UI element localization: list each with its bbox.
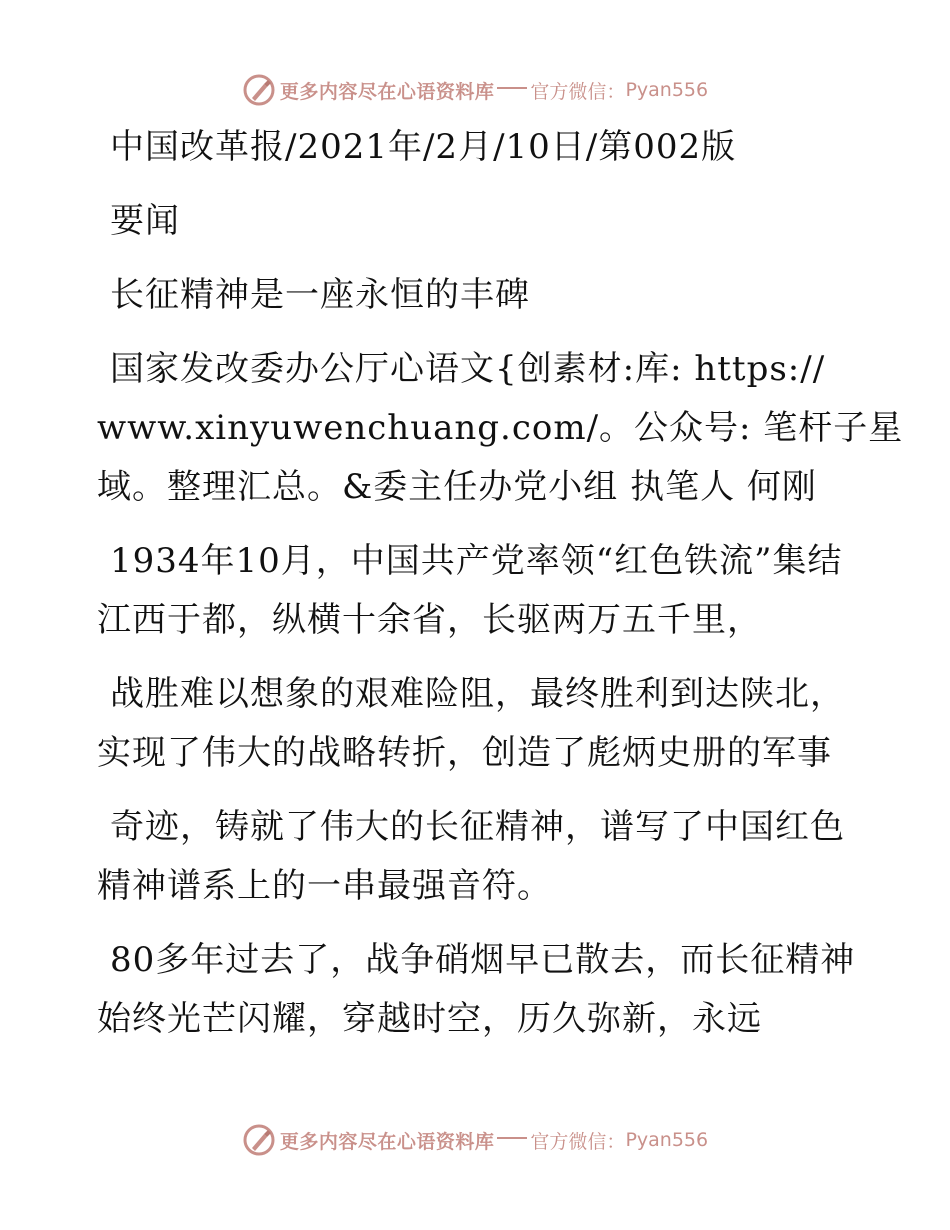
body-line: 奇迹，铸就了伟大的长征精神，谱写了中国红色	[110, 807, 845, 847]
article-title: 长征精神是一座永恒的丰碑	[110, 275, 530, 315]
body-line: 精神谱系上的一串最强音符。	[97, 866, 552, 906]
banner-wechat-id: Pyan556	[625, 79, 709, 101]
banner-main-text: 更多内容尽在心语资料库	[279, 1130, 495, 1153]
banner-dash	[497, 87, 527, 89]
body-line: 1934年10月，中国共产党率领“红色铁流”集结	[110, 541, 843, 581]
body-line: 实现了伟大的战略转折，创造了彪炳史册的军事	[97, 733, 832, 773]
byline-line: 国家发改委办公厅心语文{创素材:库: https://	[110, 349, 826, 389]
banner-wechat-label: 官方微信：	[530, 1130, 626, 1153]
body-line: 80多年过去了，战争硝烟早已散去，而长征精神	[110, 940, 856, 980]
pen-circle-icon	[242, 1123, 276, 1157]
body-line: 战胜难以想象的艰难险阻，最终胜利到达陕北，	[110, 674, 845, 714]
pen-circle-icon	[242, 73, 276, 107]
byline-line: 域。整理汇总。&委主任办党小组 执笔人 何刚	[97, 467, 817, 507]
article-source: 中国改革报/2021年/2月/10日/第002版	[110, 127, 737, 167]
banner-main-text: 更多内容尽在心语资料库	[279, 80, 495, 103]
banner-wechat-id: Pyan556	[625, 1129, 709, 1151]
byline-line: www.xinyuwenchuang.com/。公众号: 笔杆子星	[97, 408, 904, 448]
banner-wechat-label: 官方微信：	[530, 80, 626, 103]
body-line: 江西于都，纵横十余省，长驱两万五千里，	[97, 600, 762, 640]
body-line: 始终光芒闪耀，穿越时空，历久弥新，永远	[97, 999, 762, 1039]
banner-dash	[497, 1137, 527, 1139]
article-section: 要闻	[110, 201, 180, 241]
footer-banner	[0, 1120, 950, 1160]
header-banner	[0, 70, 950, 110]
